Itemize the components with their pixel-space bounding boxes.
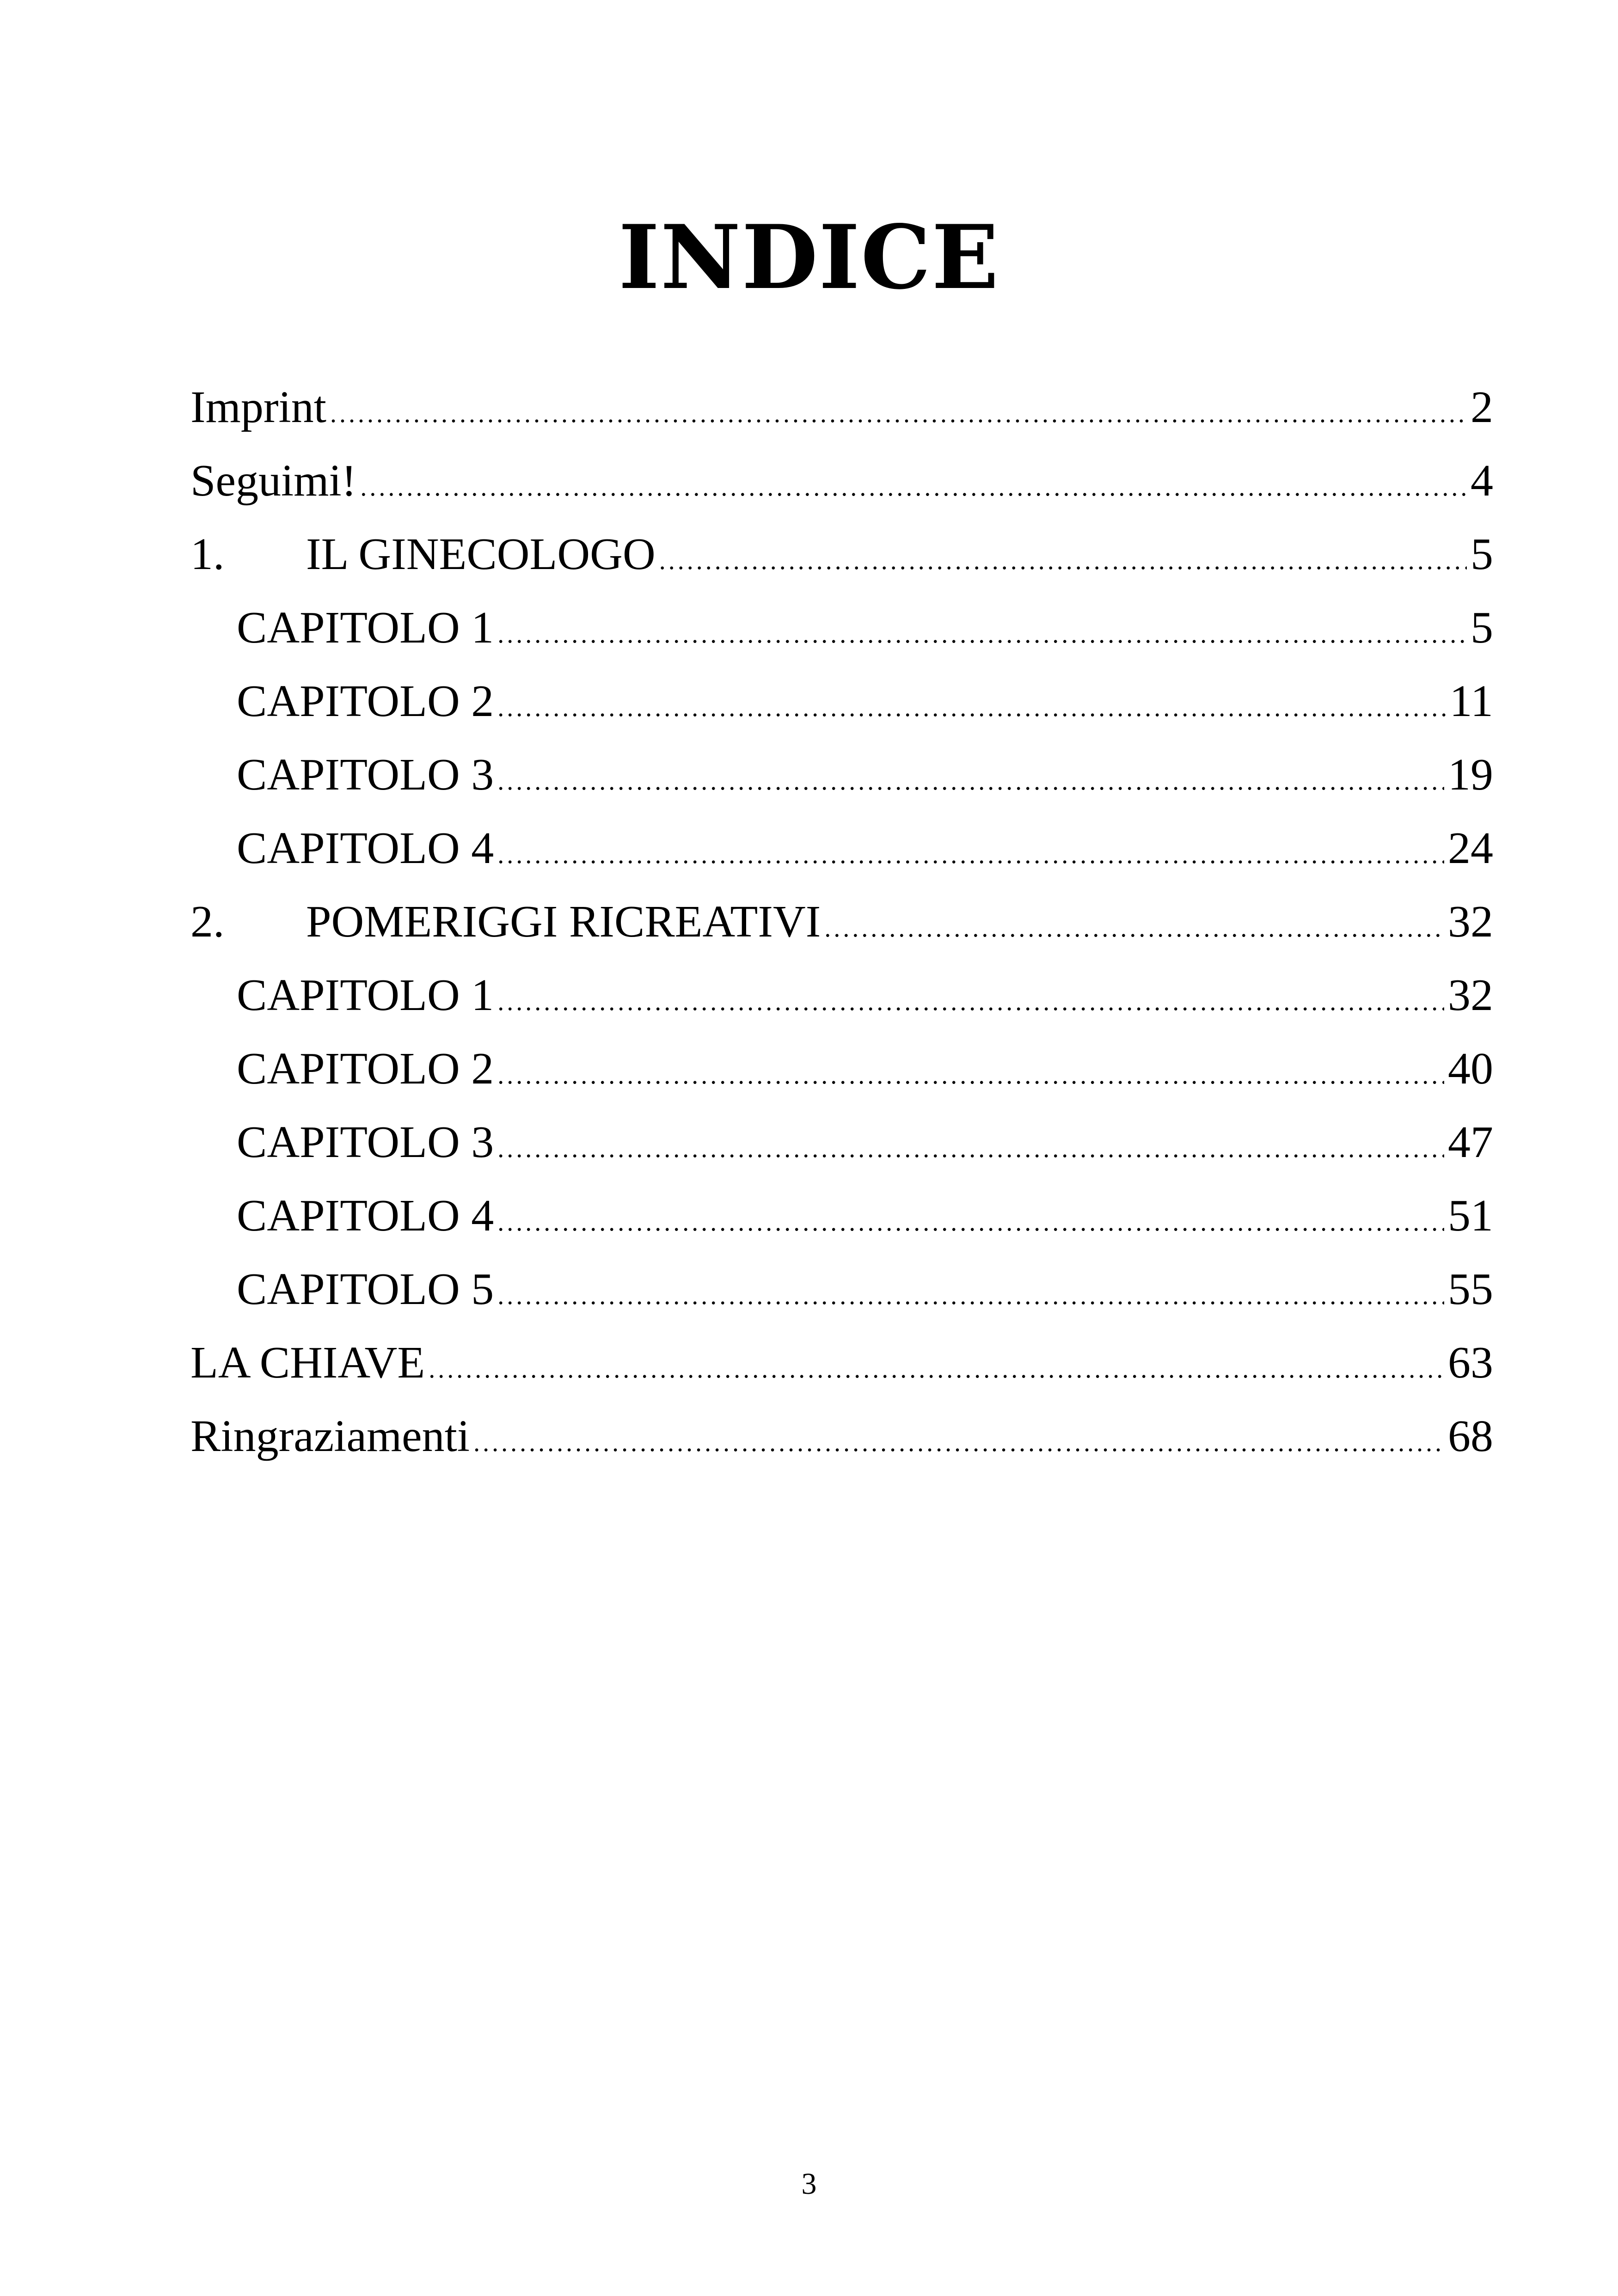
toc-dot-leader — [497, 1259, 1444, 1333]
toc-entry-label: CAPITOLO 1 — [237, 970, 494, 1020]
toc-dot-leader — [659, 524, 1467, 598]
toc-entry-pomeriggi-capitolo-4[interactable] — [190, 1179, 1493, 1253]
toc-entry-label: CAPITOLO 2 — [237, 676, 494, 726]
toc-entry-page: 11 — [1449, 676, 1493, 726]
toc-entry-pomeriggi-capitolo-3[interactable] — [190, 1106, 1493, 1179]
toc-entry-label: IL GINECOLOGO — [306, 529, 656, 579]
toc-entry-imprint[interactable] — [190, 371, 1493, 444]
toc-entry-page: 24 — [1448, 823, 1493, 873]
toc-entry-label: CAPITOLO 3 — [237, 750, 494, 800]
toc-entry-pomeriggi-capitolo-1[interactable] — [190, 959, 1493, 1032]
toc-dot-leader — [497, 1112, 1444, 1186]
toc-entry-seguimi[interactable] — [190, 444, 1493, 518]
toc-entry-page: 4 — [1471, 456, 1493, 506]
toc-dot-leader — [473, 1406, 1444, 1480]
toc-entry-label: LA CHIAVE — [190, 1338, 425, 1388]
toc-dot-leader — [497, 965, 1444, 1039]
toc-entry-number: 1. — [190, 529, 225, 579]
toc-entry-page: 68 — [1448, 1411, 1493, 1461]
toc-dot-leader — [497, 671, 1446, 745]
toc-entry-label: Imprint — [190, 382, 326, 432]
toc-entry-pomeriggi-capitolo-5[interactable] — [190, 1253, 1493, 1326]
toc-entry-page: 55 — [1448, 1264, 1493, 1314]
toc-entry-ginecologo-capitolo-3[interactable] — [190, 738, 1493, 812]
toc-entry-il-ginecologo[interactable] — [190, 518, 1493, 591]
toc-entry-label: CAPITOLO 5 — [237, 1264, 494, 1314]
toc-dot-leader — [429, 1333, 1444, 1406]
toc-entry-pomeriggi-ricreativi[interactable] — [190, 885, 1493, 959]
toc-entry-number: 2. — [190, 897, 225, 947]
toc-entry-label: POMERIGGI RICREATIVI — [306, 897, 821, 947]
toc-entry-la-chiave[interactable] — [190, 1326, 1493, 1400]
toc-entry-label: CAPITOLO 4 — [237, 1191, 494, 1241]
toc-entry-label: CAPITOLO 4 — [237, 823, 494, 873]
toc-entry-page: 40 — [1448, 1044, 1493, 1094]
toc-entry-label: Ringraziamenti — [190, 1411, 470, 1461]
page-title: INDICE — [618, 206, 1000, 309]
toc-entry-page: 5 — [1471, 603, 1493, 653]
toc-entry-page: 47 — [1448, 1117, 1493, 1167]
toc-dot-leader — [497, 818, 1444, 892]
toc-entry-ginecologo-capitolo-4[interactable] — [190, 812, 1493, 885]
toc-entry-page: 32 — [1448, 970, 1493, 1020]
toc-entry-ginecologo-capitolo-1[interactable] — [190, 591, 1493, 665]
toc-entry-pomeriggi-capitolo-2[interactable] — [190, 1032, 1493, 1106]
toc-entry-ginecologo-capitolo-2[interactable] — [190, 665, 1493, 738]
toc-entry-ringraziamenti[interactable] — [190, 1400, 1493, 1473]
toc-entry-page: 32 — [1448, 897, 1493, 947]
toc-dot-leader — [497, 1186, 1444, 1259]
toc-dot-leader — [360, 451, 1467, 524]
table-of-contents — [190, 371, 1493, 1473]
toc-entry-label: CAPITOLO 3 — [237, 1117, 494, 1167]
toc-dot-leader — [497, 1039, 1444, 1112]
toc-dot-leader — [497, 745, 1444, 818]
toc-entry-label: CAPITOLO 2 — [237, 1044, 494, 1094]
toc-entry-page: 19 — [1448, 750, 1493, 800]
toc-entry-page: 51 — [1448, 1191, 1493, 1241]
page-number: 3 — [801, 2167, 817, 2201]
toc-entry-page: 63 — [1448, 1338, 1493, 1388]
toc-entry-page: 2 — [1471, 382, 1493, 432]
toc-entry-label: CAPITOLO 1 — [237, 603, 494, 653]
toc-dot-leader — [330, 377, 1467, 451]
toc-entry-label: Seguimi! — [190, 456, 357, 506]
toc-dot-leader — [497, 598, 1467, 671]
toc-entry-page: 5 — [1471, 529, 1493, 579]
toc-dot-leader — [824, 892, 1444, 965]
